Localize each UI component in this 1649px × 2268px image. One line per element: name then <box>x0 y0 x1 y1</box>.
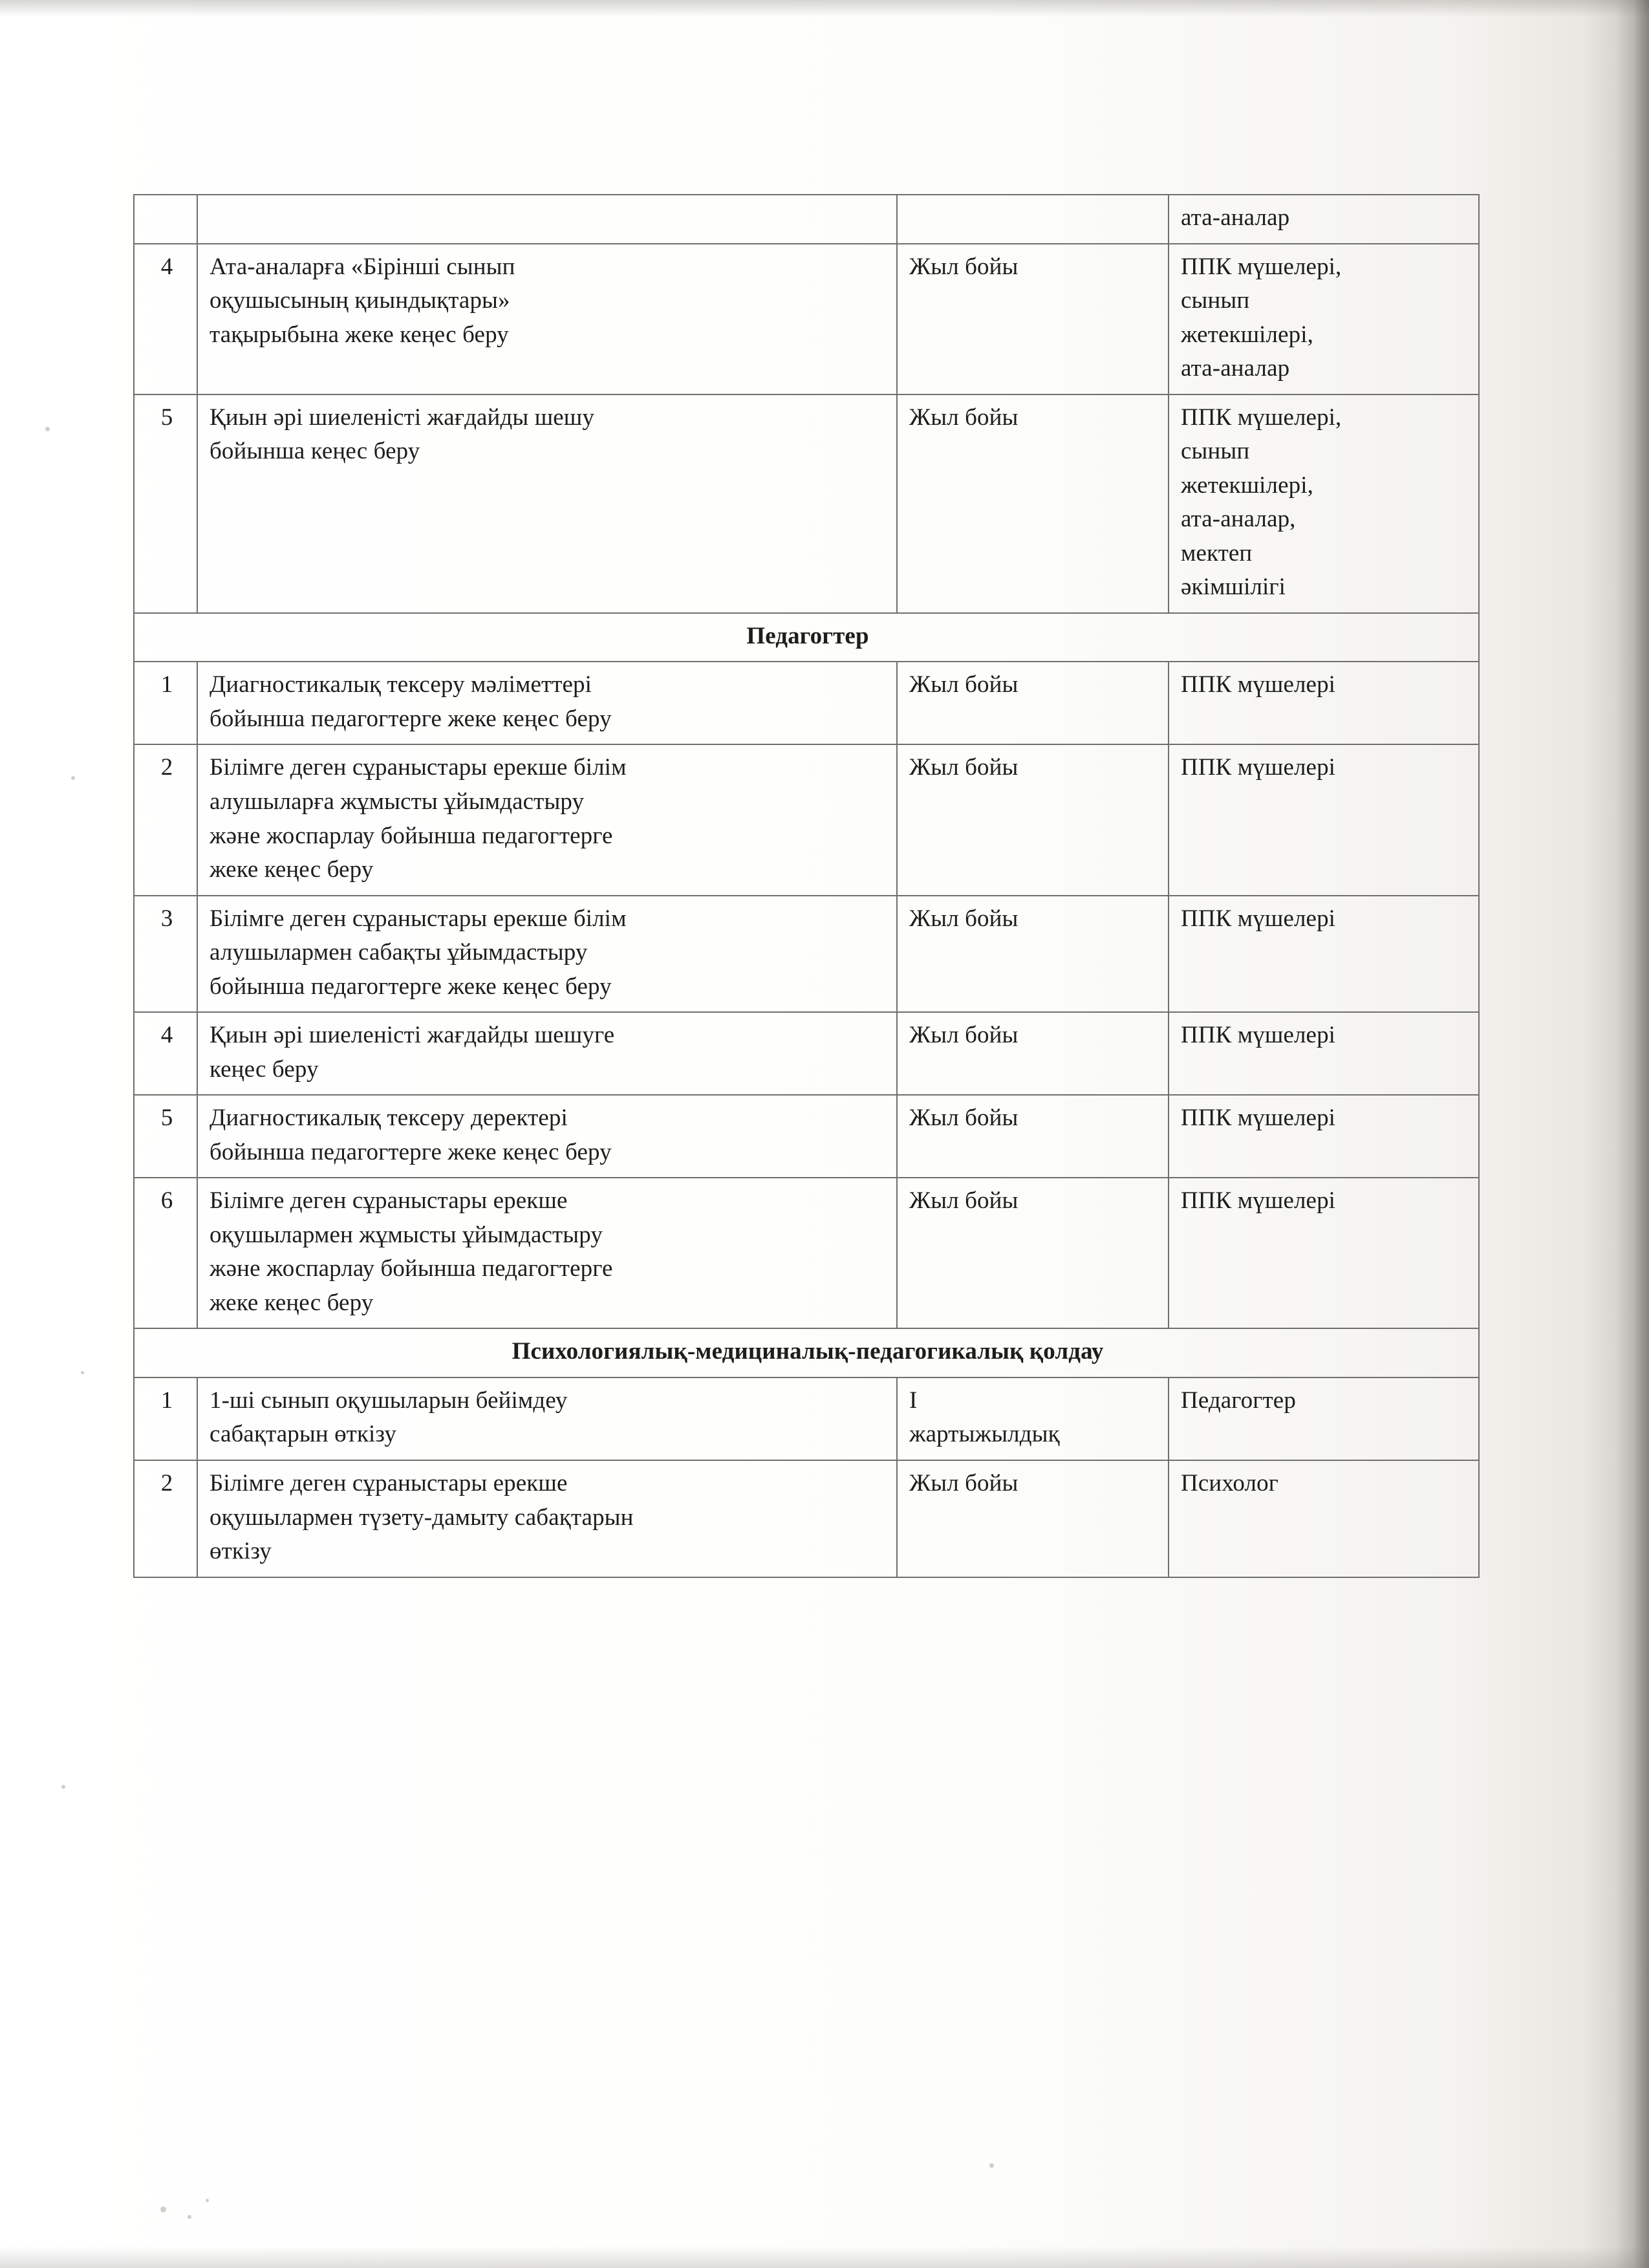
activity-cell <box>197 244 897 394</box>
responsible-cell <box>1169 1012 1479 1095</box>
responsible-cell-line: ата-аналар <box>1181 355 1290 382</box>
row-number-cell <box>134 896 197 1013</box>
activity-cell-line: тақырыбына жеке кеңес беру <box>210 321 509 348</box>
term-cell <box>897 195 1169 244</box>
activity-cell-line: алушыларға жұмысты ұйымдастыру <box>210 788 585 815</box>
responsible-cell-line: ППК мүшелері <box>1181 1187 1336 1215</box>
table-row <box>134 662 1479 744</box>
row-number-cell <box>134 394 197 613</box>
activity-cell <box>197 662 897 744</box>
paper-speck <box>989 2163 994 2168</box>
row-number-cell-line: 2 <box>160 754 173 781</box>
activity-cell-line: Қиын әрі шиеленісті жағдайды шешуге <box>210 1022 615 1049</box>
term-cell <box>897 244 1169 394</box>
row-number-cell-line: 2 <box>160 1470 173 1496</box>
responsible-cell-line: жетекшілері, <box>1181 471 1313 499</box>
responsible-cell-line: ата-аналар, <box>1181 506 1296 533</box>
responsible-cell-line: ППК мүшелері <box>1181 905 1336 932</box>
responsible-cell <box>1169 244 1479 394</box>
term-cell-line: жартыжылдық <box>909 1421 1060 1448</box>
table-row <box>134 613 1479 662</box>
table-row <box>134 896 1479 1013</box>
activity-cell-line: және жоспарлау бойынша педагогтерге <box>210 1255 613 1282</box>
responsible-cell-line: ППК мүшелері, <box>1181 253 1342 280</box>
activity-cell-line: оқушысының қиындықтары» <box>210 287 510 314</box>
responsible-cell <box>1169 744 1479 895</box>
table-row <box>134 1178 1479 1328</box>
activity-cell <box>197 896 897 1013</box>
row-number-cell <box>134 1012 197 1095</box>
activity-cell-line: оқушылармен түзету-дамыту сабақтарын <box>210 1504 634 1531</box>
term-cell-line: Жыл бойы <box>909 404 1018 431</box>
activity-cell-line: бойынша педагогтерге жеке кеңес беру <box>210 1138 612 1165</box>
row-number-cell-line: 5 <box>160 404 173 431</box>
responsible-cell-line: сынып <box>1181 287 1250 314</box>
activity-cell-line: жеке кеңес беру <box>210 856 374 883</box>
paper-speck <box>61 1785 65 1789</box>
responsible-cell <box>1169 1095 1479 1178</box>
row-number-cell-line: 1 <box>160 1387 173 1414</box>
row-number-cell-line: 6 <box>160 1187 173 1215</box>
term-cell-line: I <box>909 1387 918 1414</box>
responsible-cell-line: ППК мүшелері <box>1181 671 1336 698</box>
table-row <box>134 1377 1479 1460</box>
page-top-shadow <box>0 0 1649 17</box>
responsible-cell-line: ППК мүшелері <box>1181 1105 1336 1132</box>
term-cell <box>897 1460 1169 1577</box>
row-number-cell <box>134 1377 197 1460</box>
activity-cell-line: Білімге деген сұраныстары ерекше <box>210 1470 568 1496</box>
responsible-cell <box>1169 394 1479 613</box>
responsible-cell-line: әкімшілігі <box>1181 574 1286 601</box>
term-cell <box>897 896 1169 1013</box>
activity-cell-line: Білімге деген сұраныстары ерекше білім <box>210 905 627 932</box>
row-number-cell-line: 4 <box>160 1022 173 1049</box>
responsible-cell <box>1169 1460 1479 1577</box>
responsible-cell <box>1169 195 1479 244</box>
term-cell <box>897 662 1169 744</box>
activity-cell-line: Қиын әрі шиеленісті жағдайды шешу <box>210 404 594 431</box>
activity-cell-line: Білімге деген сұраныстары ерекше <box>210 1187 568 1215</box>
activity-cell-line: 1-ші сынып оқушыларын бейімдеу <box>210 1387 568 1414</box>
term-cell <box>897 744 1169 895</box>
table-row <box>134 394 1479 613</box>
activity-cell-line: және жоспарлау бойынша педагогтерге <box>210 822 613 849</box>
activity-cell-line: алушылармен сабақты ұйымдастыру <box>210 939 588 966</box>
activity-cell <box>197 1012 897 1095</box>
row-number-cell <box>134 744 197 895</box>
term-cell <box>897 1095 1169 1178</box>
row-number-cell <box>134 1095 197 1178</box>
row-number-cell <box>134 662 197 744</box>
term-cell-line: Жыл бойы <box>909 754 1018 781</box>
responsible-cell-line: жетекшілері, <box>1181 321 1313 348</box>
activity-cell-line: Ата-аналарға «Бірінші сынып <box>210 253 515 280</box>
table-row <box>134 1095 1479 1178</box>
responsible-cell-line: ППК мүшелері <box>1181 1022 1336 1049</box>
term-cell-line: Жыл бойы <box>909 1105 1018 1132</box>
activity-cell-line: жеке кеңес беру <box>210 1289 374 1316</box>
activity-cell-line: Білімге деген сұраныстары ерекше білім <box>210 754 627 781</box>
responsible-cell-line: Педагогтер <box>1181 1387 1296 1414</box>
term-cell-line: Жыл бойы <box>909 905 1018 932</box>
responsible-cell-line: ППК мүшелері, <box>1181 404 1342 431</box>
table-row <box>134 744 1479 895</box>
responsible-cell-line: сынып <box>1181 438 1250 465</box>
responsible-cell <box>1169 896 1479 1013</box>
row-number-cell <box>134 1178 197 1328</box>
activity-cell <box>197 744 897 895</box>
activity-cell-line: сабақтарын өткізу <box>210 1421 396 1448</box>
page-right-shadow <box>1615 0 1649 2268</box>
term-cell <box>897 394 1169 613</box>
table-row <box>134 1012 1479 1095</box>
table-row <box>134 244 1479 394</box>
activity-cell <box>197 1095 897 1178</box>
responsible-cell-line: мектеп <box>1181 539 1253 567</box>
activity-cell <box>197 1460 897 1577</box>
activity-cell <box>197 1377 897 1460</box>
responsible-cell-line: ата-аналар <box>1181 204 1290 231</box>
term-cell-line: Жыл бойы <box>909 1470 1018 1496</box>
row-number-cell-line: 3 <box>160 905 173 932</box>
term-cell-line: Жыл бойы <box>909 671 1018 698</box>
responsible-cell <box>1169 1178 1479 1328</box>
paper-speck <box>45 427 50 431</box>
table-row <box>134 195 1479 244</box>
page-bottom-shadow <box>0 2246 1649 2268</box>
term-cell <box>897 1012 1169 1095</box>
row-number-cell <box>134 195 197 244</box>
activity-plan-table <box>133 194 1480 1578</box>
activity-cell-line: бойынша кеңес беру <box>210 438 420 465</box>
term-cell <box>897 1178 1169 1328</box>
row-number-cell-line: 4 <box>160 253 173 280</box>
term-cell <box>897 1377 1169 1460</box>
table-row <box>134 1460 1479 1577</box>
responsible-cell <box>1169 662 1479 744</box>
activity-cell-line: бойынша педагогтерге жеке кеңес беру <box>210 705 612 732</box>
responsible-cell-line: ППК мүшелері <box>1181 754 1336 781</box>
responsible-cell-line: Психолог <box>1181 1470 1278 1496</box>
row-number-cell <box>134 1460 197 1577</box>
activity-cell-line: кеңес беру <box>210 1055 319 1083</box>
paper-speck <box>160 2207 166 2212</box>
activity-cell-line: бойынша педагогтерге жеке кеңес беру <box>210 973 612 1000</box>
row-number-cell <box>134 244 197 394</box>
row-number-cell-line: 1 <box>160 671 173 698</box>
responsible-cell <box>1169 1377 1479 1460</box>
paper-speck <box>206 2199 209 2202</box>
term-cell-line: Жыл бойы <box>909 1022 1018 1049</box>
activity-cell-line: өткізу <box>210 1538 272 1565</box>
section-header-cell: Педагогтер <box>134 613 1479 662</box>
activity-cell-line: оқушылармен жұмысты ұйымдастыру <box>210 1221 603 1248</box>
term-cell-line: Жыл бойы <box>909 253 1018 280</box>
activity-cell <box>197 1178 897 1328</box>
activity-cell-line: Диагностикалық тексеру деректері <box>210 1105 568 1132</box>
row-number-cell-line: 5 <box>160 1105 173 1132</box>
paper-speck <box>81 1371 84 1374</box>
table-row <box>134 1328 1479 1377</box>
paper-speck <box>188 2215 191 2219</box>
activity-cell <box>197 394 897 613</box>
paper-speck <box>71 776 75 780</box>
table-body <box>134 195 1479 1577</box>
section-header-cell: Психологиялық-медициналық-педагогикалық қолдау <box>134 1328 1479 1377</box>
activity-cell <box>197 195 897 244</box>
activity-cell-line: Диагностикалық тексеру мәліметтері <box>210 671 592 698</box>
term-cell-line: Жыл бойы <box>909 1187 1018 1215</box>
